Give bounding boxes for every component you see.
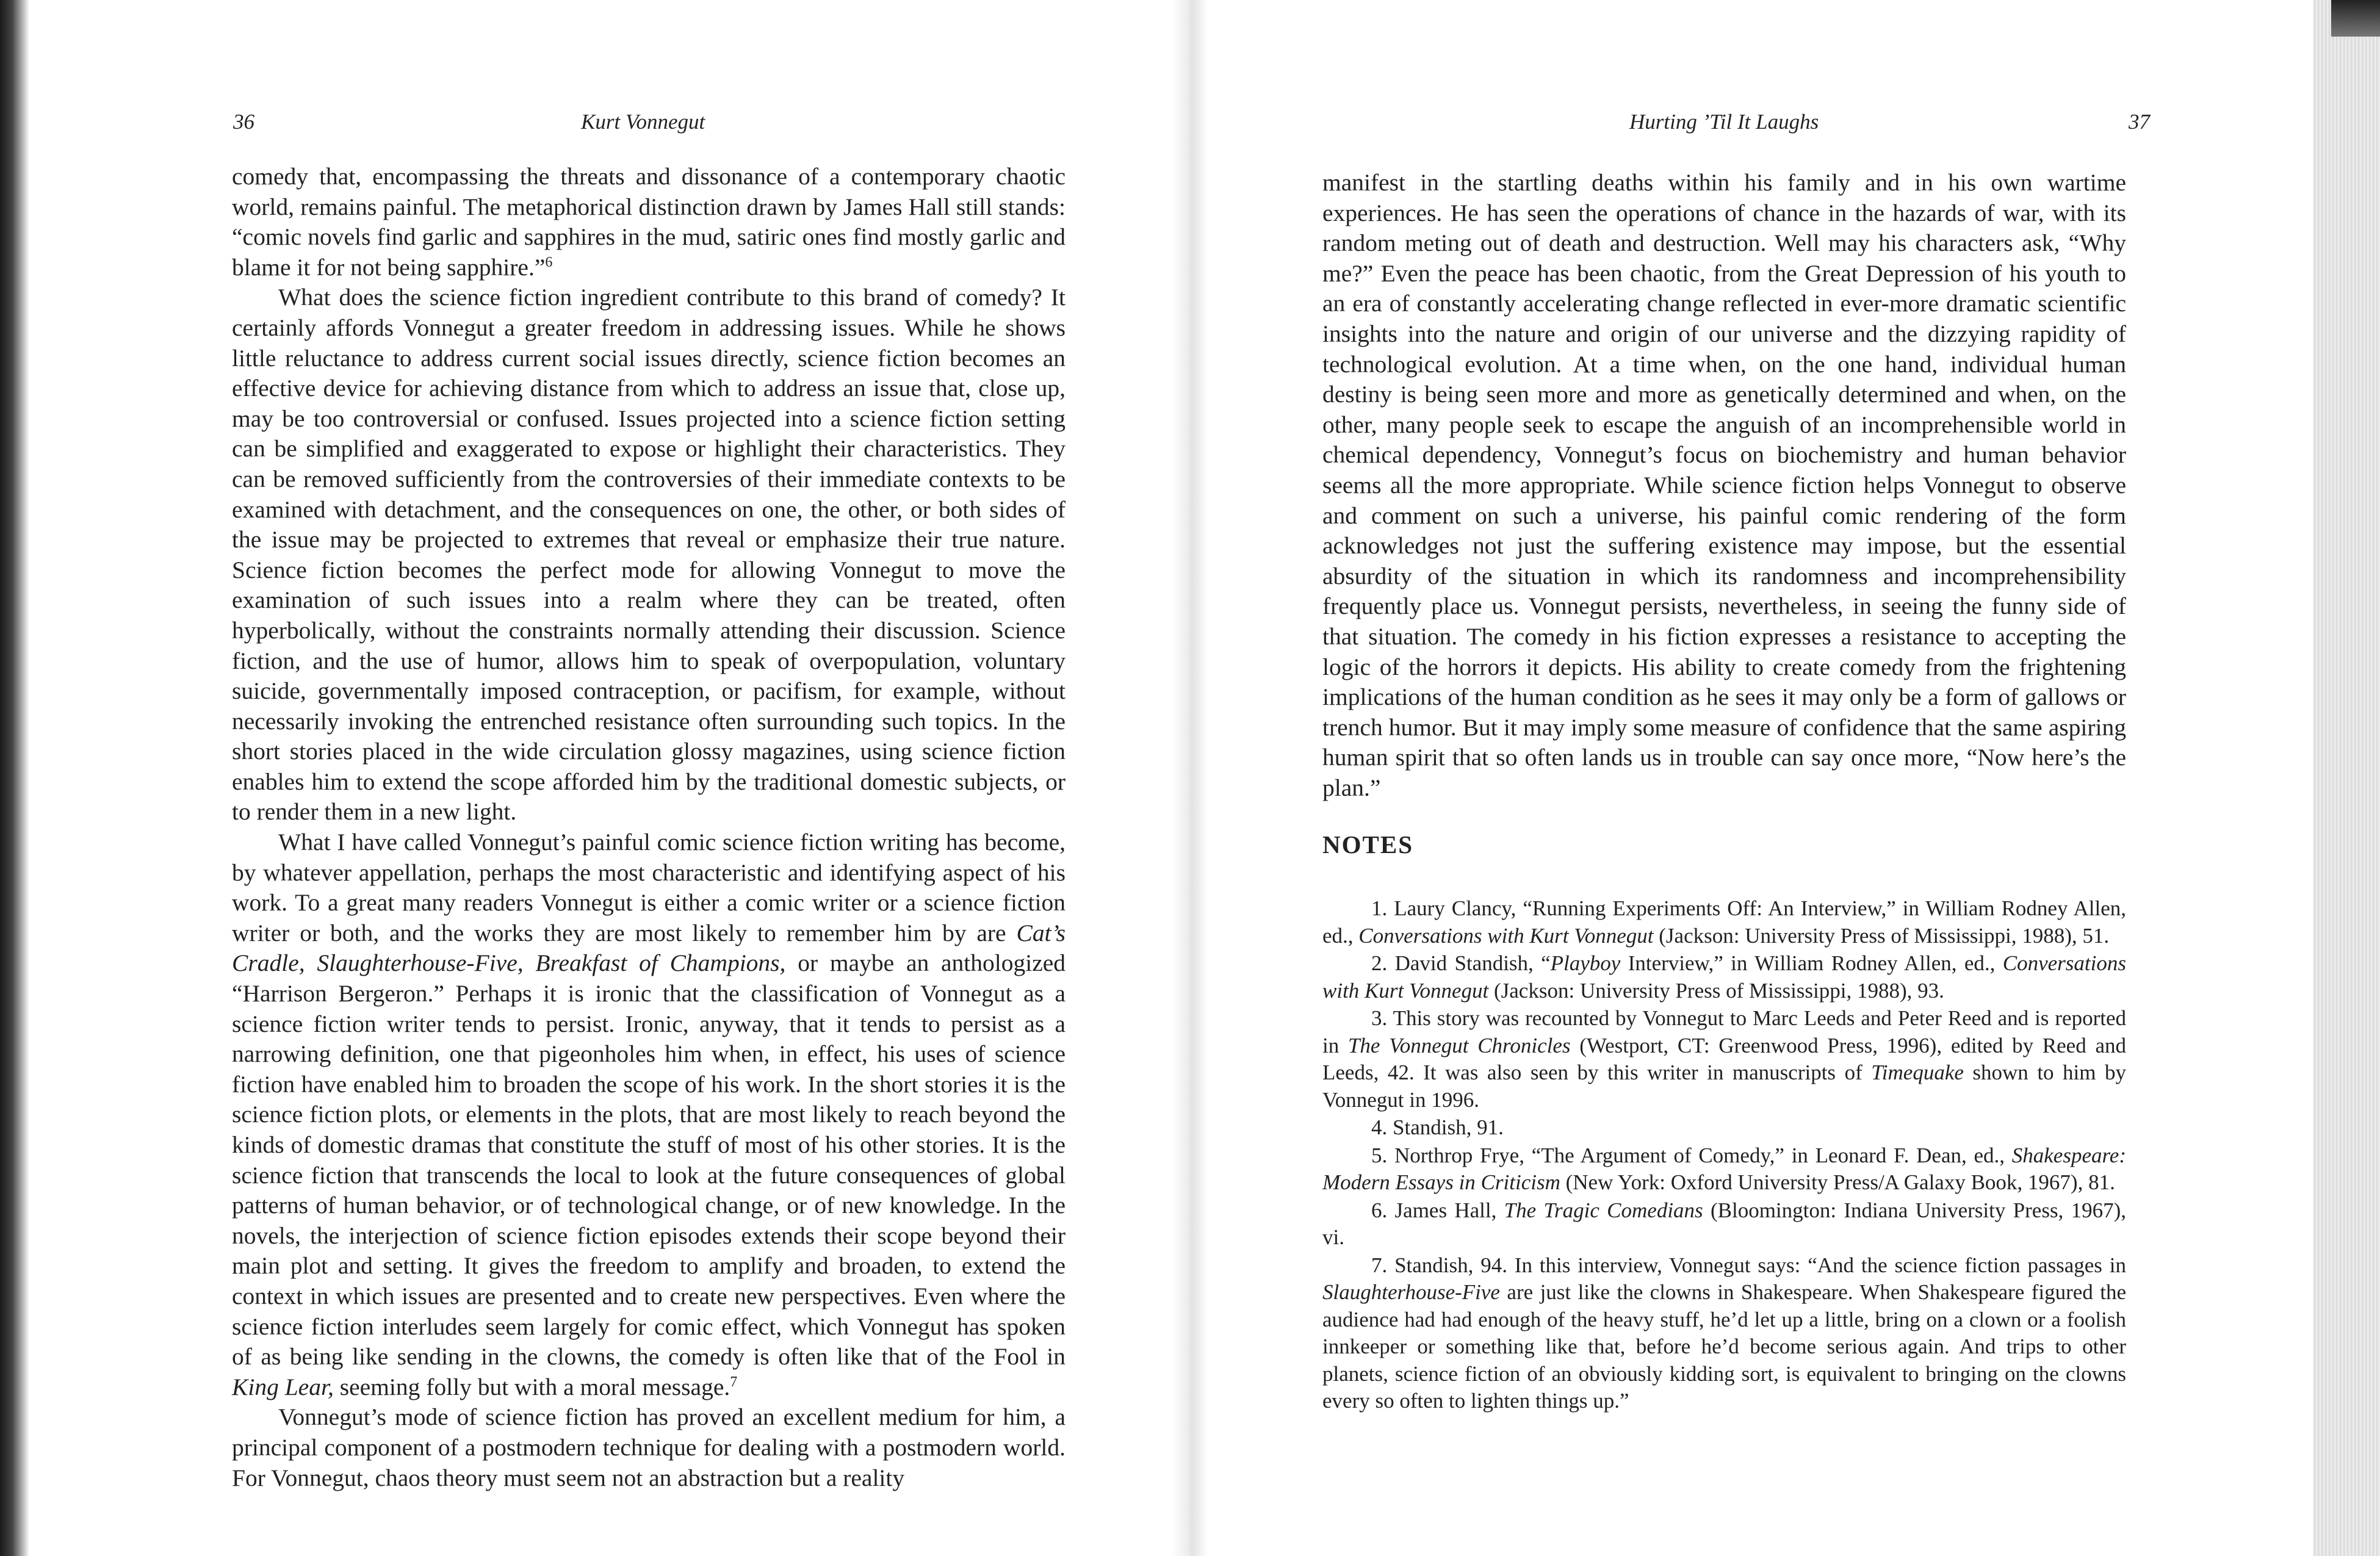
right-page	[1190, 0, 2313, 1556]
footnote-ref: 6	[545, 254, 553, 270]
page-number: 36	[233, 110, 254, 134]
note-item: 5. Northrop Frye, “The Argument of Comedy,” in Leonard F. Dean, ed., Shakespeare: Modern Essays in Criticism (New York: Oxford University Press/A Galaxy Book, 1967), 81.	[1322, 1143, 2127, 1194]
italic-title: King Lear,	[232, 1373, 334, 1400]
page-edges	[2313, 0, 2380, 1556]
footnote-ref: 7	[730, 1374, 738, 1390]
paragraph: What does the science fiction ingredient contribute to this brand of comedy? It certainly affords Vonnegut a greater freedom in addressing issues. While he shows little reluctance to address current social issues directly, science fiction becomes an effective device for achieving distance from which to address an issue that, close up, may be too controversial or confused. Issues projected into a science fiction setting can be simplified and exaggerated to expose or highlight their characteristics. They can be removed sufficiently from the controversies of their immediate contexts to be examined with detachment, and the consequences on one, the other, or both sides of the issue may be projected to extremes that reveal or emphasize their true nature. Science fiction becomes the perfect mode for allowing Vonnegut to move the examination of such issues into a realm where they can be treated, often hyperbolically, without the constraints normally attending their discussion. Science fiction, and the use of humor, allows him to speak of overpopulation, voluntary suicide, governmentally imposed contraception, or pacifism, for example, without necessarily invoking the entrenched resistance often surrounding such topics. In the short stories placed in the wide circulation glossy magazines, using science fiction enables him to extend the scope afforded him by the traditional domestic subjects, or to render them in a new light.	[232, 284, 1066, 826]
page-edge-corner	[2331, 0, 2380, 37]
paragraph: comedy that, encompassing the threats and dissonance of a contemporary chaotic world, remains painful. The metaphorical distinction drawn by James Hall still stands: “comic novels find garlic and sapphires in the mud, satiric ones find mostly garlic and blame it for not being sapphire.”$^6$	[232, 163, 1066, 281]
paragraph: Vonnegut’s mode of science fiction has proved an excellent medium for him, a principal component of a postmodern technique for dealing with a postmodern world. For Vonnegut, chaos theory must seem not an abstraction but a reality	[232, 1403, 1066, 1491]
running-title: Hurting ’Til It Laughs	[1629, 110, 1819, 134]
paragraph: manifest in the startling deaths within his family and in his own wartime experiences. He has seen the operations of chance in the hazards of war, with its random meting out of death and destruction. Well may his characters ask, “Why me?” Even the peace has been chaotic, from the Great Depression of his youth to an era of constantly accelerating change reflected in ever-more dramatic scientific insights into the nature and origin of our universe and the dizzying rapidity of technological evolution. At a time when, on the one hand, individual human destiny is being seen more and more as genetically determined and when, on the other, many people seek to escape the anguish of an incomprehensible world in chemical dependency, Vonnegut’s focus on biochemistry and human behavior seems all the more appropriate. While science fiction helps Vonnegut to observe and comment on such a universe, his painful comic rendering of the form acknowledges not just the suffering existence may impose, but the essential absurdity of the situation in which its randomness and incomprehensibility frequently place us. Vonnegut persists, nevertheless, in seeing the funny side of that situation. The comedy in his fiction expresses a resistance to accepting the logic of the horrors it depicts. His ability to create comedy from the frightening implications of the human condition as he sees it may only be a form of gallows or trench humor. But it may imply some measure of confidence that the same aspiring human spirit that so often lands us in trouble can say once more, “Now here’s the plan.”	[1322, 169, 2126, 801]
italic-titles: Cat’s Cradle, Slaughterhouse-Five, Breakfast of Champions,	[232, 919, 1066, 977]
notes-list	[1322, 895, 2126, 1416]
note-item: 3. This story was recounted by Vonnegut to Marc Leeds and Peter Reed and is reported in The Vonnegut Chronicles (Westport, CT: Greenwood Press, 1996), edited by Reed and Leeds, 42. It was also seen by this writer in manuscripts of Timequake shown to him by Vonnegut in 1996.	[1322, 1006, 2127, 1112]
left-body-text	[232, 162, 1066, 1493]
note-item: 4. Standish, 91.	[1371, 1115, 1504, 1139]
note-item: 1. Laury Clancy, “Running Experiments Off: An Interview,” in William Rodney Allen, ed., Conversations with Kurt Vonnegut (Jackson: University Press of Mississippi, 1988), 51.	[1322, 896, 2126, 948]
page-number: 37	[2129, 110, 2150, 134]
note-item: 7. Standish, 94. In this interview, Vonnegut says: “And the science fiction passages in Slaughterhouse-Five are just like the clowns in Shakespeare. When Shakespeare figured the audience had had enough of the heavy stuff, he’d let up a little, bring on a clown or a foolish innkeeper or something like that, before he’d become serious again. And trips to other planets, science fiction of an obviously kidding sort, is equivalent to bringing on the clowns every so often to lighten things up.”	[1322, 1253, 2126, 1413]
running-title: Kurt Vonnegut	[581, 110, 705, 134]
paragraph: What I have called Vonnegut’s painful comic science fiction writing has become, by whatever appellation, perhaps the most characteristic and identifying aspect of his work. To a great many readers Vonnegut is either a comic writer or a science fiction writer or both, and the works they are most likely to remember him by are Cat’s Cradle, Slaughterhouse-Five, Breakfast of Champions, or maybe an anthologized “Harrison Bergeron.” Perhaps it is ironic that the classification of Vonnegut as a science fiction writer tends to persist. Ironic, anyway, that it tends to persist as a narrowing definition, one that pigeonholes him when, in effect, his uses of science fiction have enabled him to broaden the scope of his work. In the short stories it is the science fiction plots, or elements in the plots, that are most likely to reach beyond the kinds of domestic dramas that constitute the stuff of most of his other stories. It is the science fiction that transcends the local to look at the future consequences of global patterns of human behavior, or of technological change, or of new knowledge. In the novels, the interjection of science fiction episodes extends their scope beyond their main plot and setting. It gives the freedom to amplify and broaden, to extend the context in which issues are presented and to create new perspectives. Even where the science fiction interludes seem largely for comic effect, which Vonnegut has spoken of as being like sending in the clowns, the comedy is often like that of the Fool in King Lear, seeming folly but with a moral message.$^7$	[232, 829, 1066, 1400]
note-item: 2. David Standish, “Playboy Interview,” in William Rodney Allen, ed., Conversations with Kurt Vonnegut (Jackson: University Press of Mississippi, 1988), 93.	[1322, 951, 2126, 1003]
notes-heading: NOTES	[1322, 830, 1413, 859]
note-item: 6. James Hall, The Tragic Comedians (Bloomington: Indiana University Press, 1967), vi.	[1322, 1198, 2127, 1249]
right-body-text	[1322, 168, 2126, 803]
